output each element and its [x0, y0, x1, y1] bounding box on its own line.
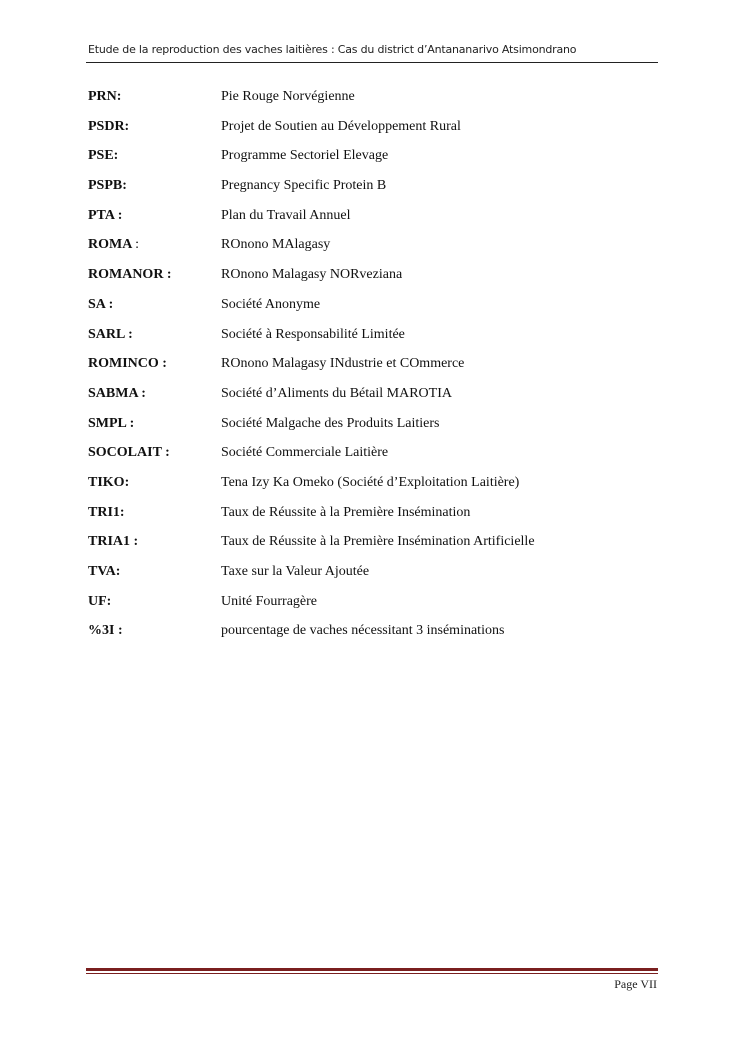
abbreviation-row [88, 620, 658, 650]
abbreviation-row [88, 472, 658, 502]
abbreviation-term: UF: [88, 593, 112, 609]
abbreviation-term: SOCOLAIT : [88, 445, 170, 461]
abbreviation-row [88, 591, 658, 621]
abbreviation-term: TVA: [88, 564, 121, 579]
abbreviation-row [88, 175, 658, 205]
abbreviation-row [88, 294, 658, 324]
abbreviation-list [88, 86, 658, 650]
abbreviation-term: ROMANOR : [88, 267, 172, 283]
abbreviation-definition: Société Anonyme [221, 296, 321, 312]
abbreviation-definition: Taxe sur la Valeur Ajoutée [221, 564, 370, 579]
abbreviation-definition: Projet de Soutien au Développement Rural [221, 118, 461, 134]
abbreviation-term: PTA : [88, 207, 123, 223]
abbreviation-definition: Tena Izy Ka Omeko (Société d’Exploitation Laitière) [221, 474, 520, 490]
abbreviation-row [88, 383, 658, 413]
abbreviation-definition: Pregnancy Specific Protein B [221, 178, 387, 194]
abbreviation-row [88, 324, 658, 354]
abbreviation-definition: Programme Sectoriel Elevage [221, 148, 389, 164]
running-header: Etude de la reproduction des vaches laitières : Cas du district d’Antananarivo Atsimondrano [88, 43, 577, 56]
abbreviation-definition: ROnono Malagasy NORveziana [221, 267, 403, 283]
abbreviation-row [88, 234, 658, 264]
abbreviation-definition: Taux de Réussite à la Première Insémination [221, 504, 471, 520]
abbreviation-row [88, 205, 658, 235]
abbreviation-term: TRI1: [88, 504, 125, 520]
abbreviation-definition: ROnono Malagasy INdustrie et COmmerce [221, 356, 465, 372]
abbreviation-definition: ROnono MAlagasy [221, 237, 331, 253]
abbreviation-term: PSDR: [88, 118, 130, 134]
abbreviation-term: SABMA : [88, 385, 146, 401]
abbreviation-row [88, 561, 658, 591]
abbreviation-definition: Société Malgache des Produits Laitiers [221, 415, 440, 431]
abbreviation-term: ROMA : [88, 237, 139, 253]
abbreviation-definition: Société d’Aliments du Bétail MAROTIA [221, 385, 452, 401]
abbreviation-term: SMPL : [88, 415, 135, 431]
abbreviation-term: TIKO: [88, 474, 130, 490]
abbreviation-row [88, 502, 658, 532]
page-number: Page VII [614, 977, 657, 991]
header-rule [86, 62, 658, 63]
abbreviation-term: TRIA1 : [88, 534, 139, 550]
abbreviation-row [88, 442, 658, 472]
abbreviation-definition: Taux de Réussite à la Première Insémination Artificielle [221, 534, 535, 550]
abbreviation-definition: pourcentage de vaches nécessitant 3 inséminations [221, 623, 505, 639]
abbreviation-definition: Société à Responsabilité Limitée [221, 326, 405, 342]
abbreviation-row [88, 264, 658, 294]
abbreviation-term: ROMINCO : [88, 356, 167, 372]
footer-rule-thin [86, 973, 658, 974]
abbreviation-row [88, 353, 658, 383]
abbreviation-definition: Société Commerciale Laitière [221, 445, 389, 461]
abbreviation-row [88, 413, 658, 443]
abbreviation-term: %3I : [88, 623, 123, 639]
abbreviation-row [88, 145, 658, 175]
abbreviation-row [88, 116, 658, 146]
abbreviation-row [88, 86, 658, 116]
abbreviation-term: PSE: [88, 148, 119, 164]
abbreviation-definition: Pie Rouge Norvégienne [221, 89, 355, 104]
abbreviation-term: PSPB: [88, 178, 127, 194]
abbreviation-term: SA : [88, 296, 114, 312]
footer-rule [86, 968, 658, 971]
abbreviation-definition: Plan du Travail Annuel [221, 207, 351, 223]
abbreviation-row [88, 531, 658, 561]
abbreviation-term: PRN: [88, 89, 122, 104]
abbreviation-definition: Unité Fourragère [221, 593, 318, 609]
abbreviation-term: SARL : [88, 326, 133, 342]
